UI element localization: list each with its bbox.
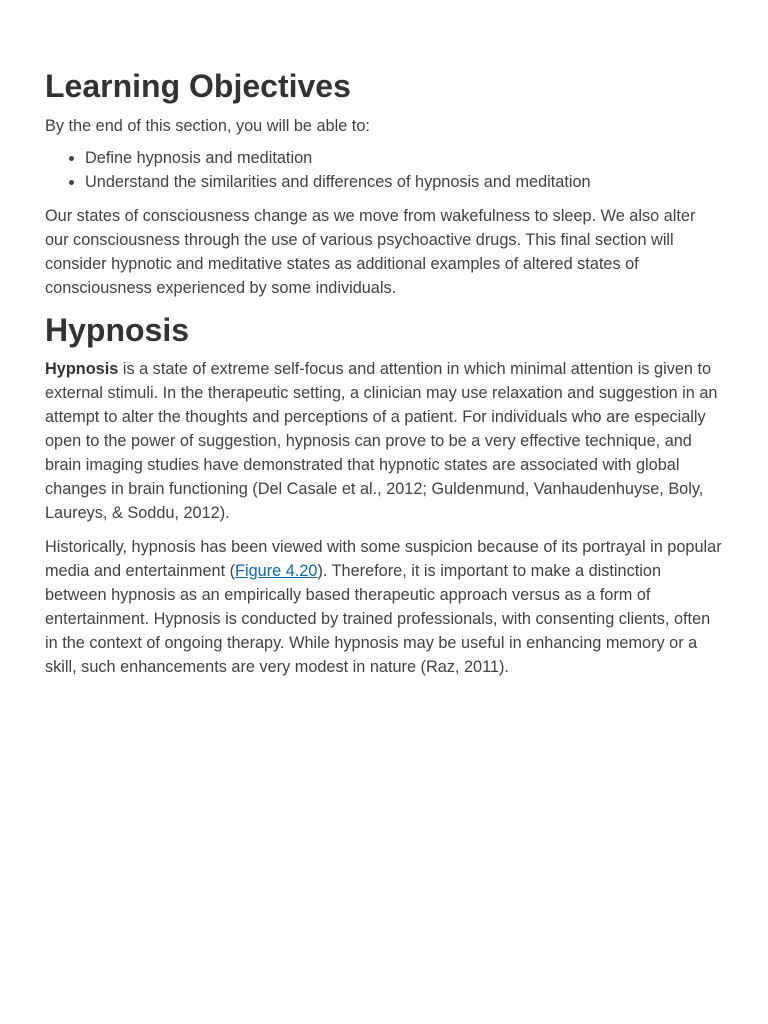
hypnosis-history-paragraph — [45, 535, 723, 679]
hypnosis-definition-text: is a state of extreme self-focus and attention in which minimal attention is given to external stimuli. In the therapeutic setting, a clinician may use relaxation and suggestion in an attempt to alter the thoughts and perceptions of a patient. For individuals who are especially open to the power of suggestion, hypnosis can prove to be a very effective technique, and brain imaging studies have demonstrated that hypnotic states are associated with global changes in brain functioning (Del Casale et al., 2012; Guldenmund, Vanhaudenhuyse, Boly, Laureys, & Soddu, 2012). — [45, 360, 718, 522]
consciousness-paragraph: Our states of consciousness change as we move from wakefulness to sleep. We also alter our consciousness through the use of various psychoactive drugs. This final section will consider hypnotic and meditative states as additional examples of altered states of consciousness experienced by some individuals. — [45, 207, 696, 297]
history-text-after: ). Therefore, it is important to make a distinction between hypnosis as an empirically based therapeutic approach versus as a form of entertainment. Hypnosis is conducted by trained professionals, with consenting clients, often in the context of ongoing therapy. While hypnosis may be useful in enhancing memory or a skill, such enhancements are very modest in nature (Raz, 2011). — [45, 562, 711, 676]
objective-item: • Understand the similarities and differences of hypnosis and meditation — [85, 170, 723, 194]
hypnosis-definition-paragraph — [45, 357, 723, 525]
objective-item: • Define hypnosis and meditation — [85, 146, 723, 170]
learning-objectives-heading: Learning Objectives — [45, 68, 351, 104]
objectives-list — [45, 146, 723, 194]
figure-4-20-link[interactable]: Figure 4.20 — [235, 562, 318, 580]
hypnosis-term: Hypnosis — [45, 360, 119, 378]
learning-objectives-intro: By the end of this section, you will be able to: — [45, 117, 370, 135]
hypnosis-heading: Hypnosis — [45, 312, 190, 348]
history-text-before: Historically, hypnosis has been viewed with some suspicion because of its portrayal in popular media and entertainment ( — [45, 538, 722, 580]
